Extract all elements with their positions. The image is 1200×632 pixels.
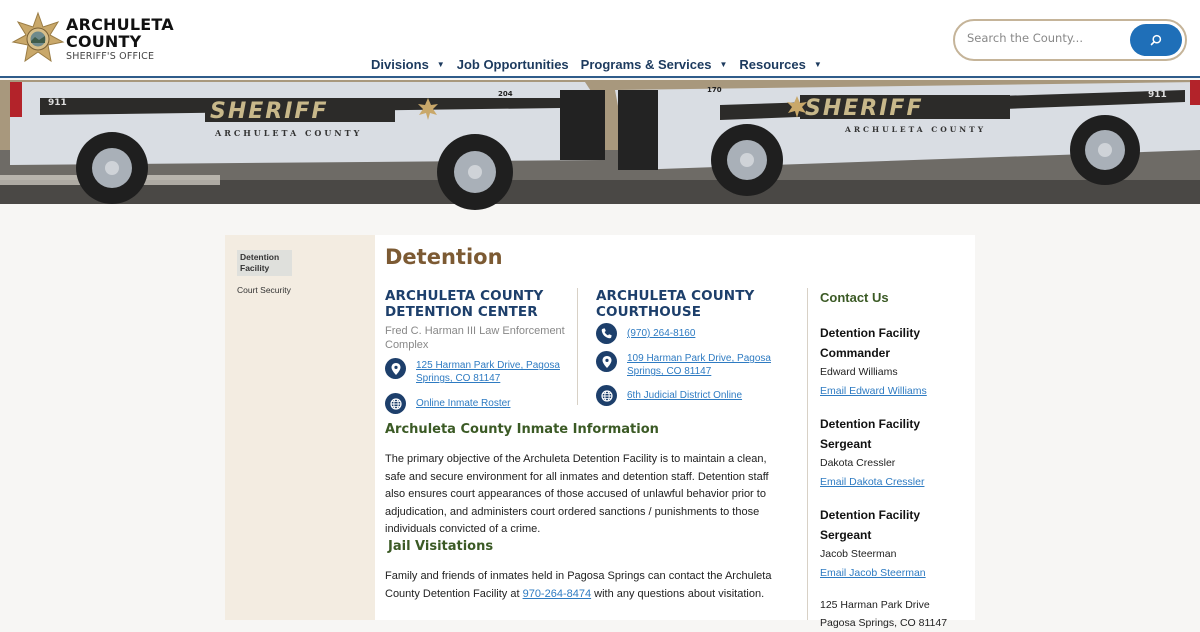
contact-title: Detention Facility Sergeant bbox=[820, 506, 970, 545]
contact-address-line-2: Pagosa Springs, CO 81147 bbox=[820, 615, 970, 632]
judicial-district-link[interactable]: 6th Judicial District Online bbox=[627, 389, 742, 402]
caret-down-icon: ▼ bbox=[814, 60, 822, 69]
courthouse-phone-link[interactable]: (970) 264-8160 bbox=[627, 327, 695, 340]
sidebar-item-court-security[interactable]: Court Security bbox=[237, 285, 291, 295]
nav-programs-services[interactable] bbox=[581, 57, 728, 72]
jail-visitations-heading: Jail Visitations bbox=[388, 539, 493, 554]
page-title: Detention bbox=[385, 245, 503, 269]
map-pin-icon bbox=[385, 358, 406, 379]
detention-center-subtitle: Fred C. Harman III Law Enforcement Complex bbox=[385, 324, 570, 352]
search-input[interactable] bbox=[967, 31, 1127, 45]
jail-visitations-body bbox=[385, 568, 790, 603]
contact-person bbox=[820, 324, 970, 400]
main-nav bbox=[371, 57, 834, 72]
contact-name: Dakota Cressler bbox=[820, 455, 970, 472]
inmate-info-heading: Archuleta County Inmate Information bbox=[385, 422, 659, 437]
logo-line-3: SHERIFF'S OFFICE bbox=[66, 52, 174, 62]
nav-job-opportunities-label: Job Opportunities bbox=[457, 57, 569, 72]
contact-person bbox=[820, 506, 970, 582]
svg-text:170: 170 bbox=[707, 86, 722, 94]
globe-icon bbox=[596, 385, 617, 406]
site-logo[interactable] bbox=[12, 12, 174, 66]
nav-divisions-label: Divisions bbox=[371, 57, 429, 72]
courthouse-address-link[interactable]: 109 Harman Park Drive, Pagosa Springs, CO 81147 bbox=[627, 352, 781, 378]
search-icon bbox=[1150, 34, 1162, 46]
caret-down-icon: ▼ bbox=[437, 60, 445, 69]
svg-text:SHERIFF: SHERIFF bbox=[210, 99, 328, 124]
svg-text:ARCHULETA COUNTY: ARCHULETA COUNTY bbox=[214, 128, 362, 138]
courthouse-card bbox=[596, 288, 781, 406]
detention-center-card bbox=[385, 288, 570, 414]
contact-name: Edward Williams bbox=[820, 364, 970, 381]
nav-job-opportunities[interactable] bbox=[457, 57, 569, 72]
contact-person bbox=[820, 415, 970, 491]
svg-text:SHERIFF: SHERIFF bbox=[805, 96, 923, 121]
nav-programs-services-label: Programs & Services bbox=[581, 57, 712, 72]
nav-resources[interactable] bbox=[739, 57, 821, 72]
column-divider bbox=[577, 288, 578, 405]
contact-panel bbox=[820, 290, 970, 632]
sidebar-item-detention-facility[interactable]: Detention Facility bbox=[237, 250, 292, 276]
visitation-phone-link[interactable]: 970-264-8474 bbox=[523, 588, 592, 600]
courthouse-heading: ARCHULETA COUNTY COURTHOUSE bbox=[596, 288, 781, 320]
nav-divisions[interactable] bbox=[371, 57, 445, 72]
hero-banner-image bbox=[0, 80, 1200, 204]
detention-center-heading: ARCHULETA COUNTY DETENTION CENTER bbox=[385, 288, 570, 320]
caret-down-icon: ▼ bbox=[719, 60, 727, 69]
map-pin-icon bbox=[596, 351, 617, 372]
visitations-text-after: with any questions about visitation. bbox=[591, 588, 764, 600]
svg-text:911: 911 bbox=[48, 98, 67, 108]
contact-title: Detention Facility Sergeant bbox=[820, 415, 970, 454]
search-box bbox=[953, 19, 1187, 61]
svg-text:911: 911 bbox=[1148, 90, 1167, 100]
contact-email-link[interactable]: Email Dakota Cressler bbox=[820, 476, 924, 488]
globe-icon bbox=[385, 393, 406, 414]
sidebar bbox=[225, 235, 375, 620]
contact-divider bbox=[807, 288, 808, 620]
contact-title: Detention Facility Commander bbox=[820, 324, 970, 363]
contact-email-link[interactable]: Email Jacob Steerman bbox=[820, 567, 926, 579]
visitations-text-before: Family and friends of inmates held in Pagosa Springs can contact the Archuleta County Detention Facility at bbox=[385, 570, 771, 600]
svg-text:ARCHULETA COUNTY: ARCHULETA COUNTY bbox=[844, 125, 986, 134]
contact-email-link[interactable]: Email Edward Williams bbox=[820, 385, 927, 397]
logo-line-1: ARCHULETA bbox=[66, 17, 174, 33]
site-header bbox=[0, 0, 1200, 78]
detention-center-address-link[interactable]: 125 Harman Park Drive, Pagosa Springs, CO 81147 bbox=[416, 359, 570, 385]
main-content bbox=[375, 235, 975, 620]
svg-text:204: 204 bbox=[498, 90, 513, 98]
logo-line-2: COUNTY bbox=[66, 34, 174, 50]
search-button[interactable] bbox=[1130, 24, 1182, 56]
contact-address-line-1: 125 Harman Park Drive bbox=[820, 597, 970, 615]
nav-resources-label: Resources bbox=[739, 57, 805, 72]
sheriff-star-icon bbox=[12, 12, 64, 66]
inmate-info-body: The primary objective of the Archuleta Detention Facility is to maintain a clean, safe and secure environment for all inmates and detention staff. Detention staff also ensures court appearances of those accused of unlawful behavior prior to adjudication, and administers court ordered sanctions / punishments to those individuals convicted of a crime. bbox=[385, 451, 790, 539]
phone-icon bbox=[596, 323, 617, 344]
contact-heading: Contact Us bbox=[820, 290, 970, 305]
contact-name: Jacob Steerman bbox=[820, 546, 970, 563]
online-inmate-roster-link[interactable]: Online Inmate Roster bbox=[416, 397, 511, 410]
